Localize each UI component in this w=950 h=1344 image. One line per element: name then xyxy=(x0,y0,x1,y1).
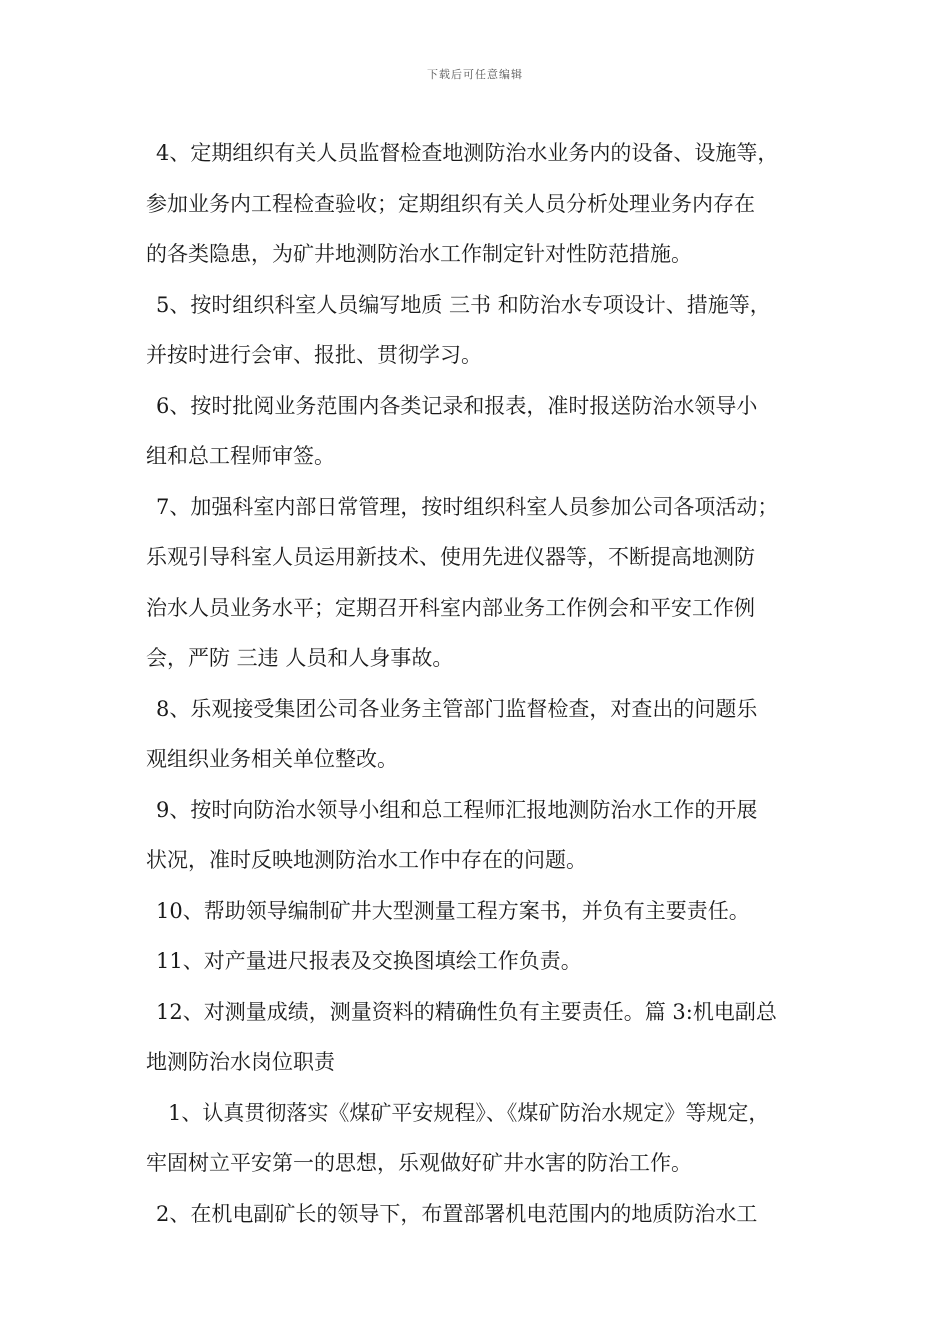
text-line: 9、按时向防治水领导小组和总工程师汇报地测防治水工作的开展 xyxy=(156,797,758,822)
text-line: 参加业务内工程检查验收；定期组织有关人员分析处理业务内存在 xyxy=(146,191,755,216)
text-line: 7、加强科室内部日常管理，按时组织科室人员参加公司各项活动； xyxy=(156,494,779,519)
text-line: 的各类隐患，为矿井地测防治水工作制定针对性防范措施。 xyxy=(146,242,692,266)
text-line: 2、在机电副矿长的领导下，布置部署机电范围内的地质防治水工 xyxy=(156,1201,758,1226)
text-line: 6、按时批阅业务范围内各类记录和报表，准时报送防治水领导小 xyxy=(156,393,758,418)
text-line: 观组织业务相关单位整改。 xyxy=(146,747,398,771)
text-line: 会，严防 三违 人员和人身事故。 xyxy=(146,646,454,670)
text-line: 4、定期组织有关人员监督检查地测防治水业务内的设备、设施等， xyxy=(156,141,779,165)
text-line: 1、认真贯彻落实《煤矿平安规程》、《煤矿防治水规定》等规定， xyxy=(168,1100,770,1125)
text-line: 牢固树立平安第一的思想，乐观做好矿井水害的防治工作。 xyxy=(146,1151,692,1175)
page-header: 下载后可任意编辑 xyxy=(427,68,523,81)
text-line: 12、对测量成绩，测量资料的精确性负有主要责任。篇 3:机电副总 xyxy=(156,999,777,1024)
document-body xyxy=(146,128,836,1239)
text-line: 乐观引导科室人员运用新技术、使用先进仪器等，不断提高地测防 xyxy=(146,545,755,569)
text-line: 治水人员业务水平；定期召开科室内部业务工作例会和平安工作例 xyxy=(146,595,755,620)
text-line: 状况，准时反映地测防治水工作中存在的问题。 xyxy=(146,848,587,872)
text-line: 10、帮助领导编制矿井大型测量工程方案书，并负有主要责任。 xyxy=(156,898,750,923)
text-line: 组和总工程师审签。 xyxy=(146,444,335,468)
text-line: 地测防治水岗位职责 xyxy=(146,1050,335,1074)
text-line: 8、乐观接受集团公司各业务主管部门监督检查，对查出的问题乐 xyxy=(156,696,758,721)
text-line: 11、对产量进尺报表及交换图填绘工作负责。 xyxy=(156,949,582,973)
text-line: 并按时进行会审、报批、贯彻学习。 xyxy=(146,343,482,367)
text-line: 5、按时组织科室人员编写地质 三书 和防治水专项设计、措施等， xyxy=(156,292,771,317)
